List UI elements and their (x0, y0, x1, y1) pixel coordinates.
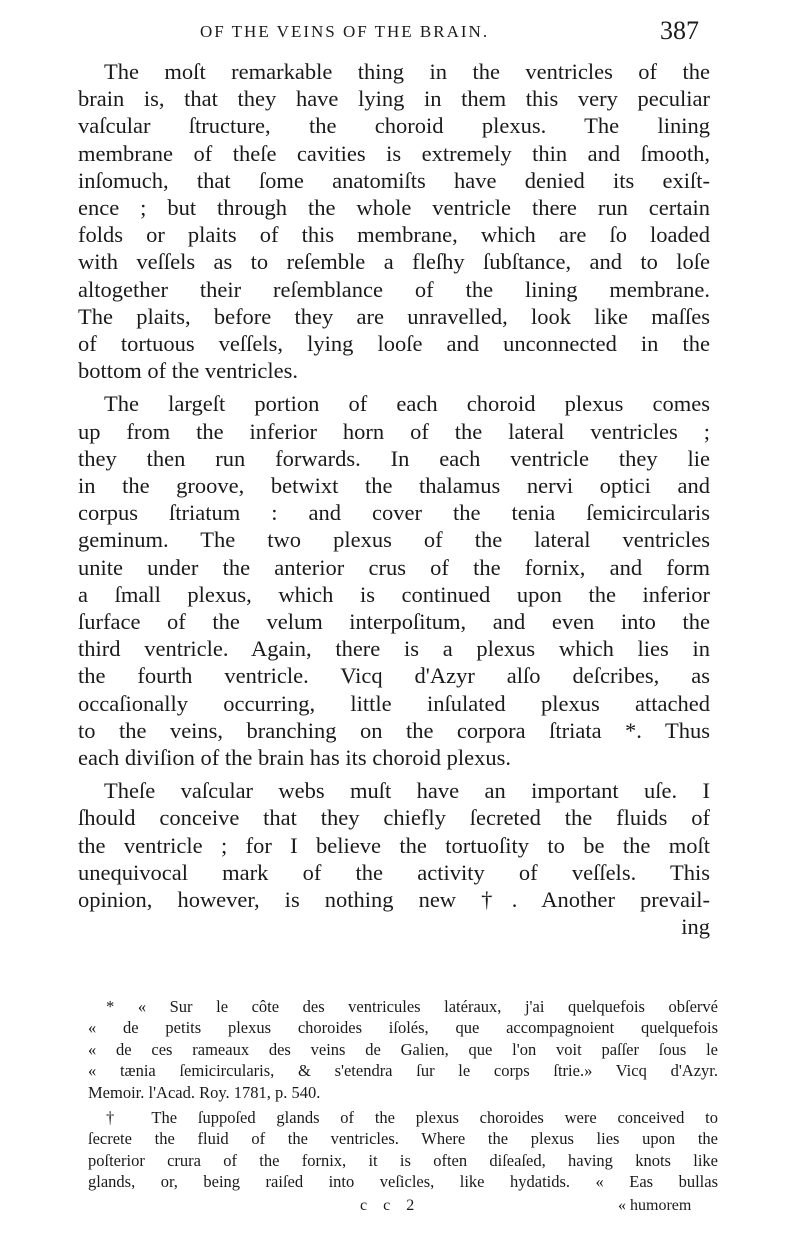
footnotes (88, 996, 718, 1193)
text-line: up from the inferior horn of the lateral ventricles ; (78, 418, 710, 444)
text-line: third ventricle. Again, there is a plexus which lies in (78, 636, 710, 662)
text-line: The plaits, before they are unravelled, look like maſſes (78, 303, 710, 329)
paragraph-2 (78, 390, 710, 771)
footnote-line: * « Sur le côte des ventricules latéraux, j'ai quelquefois obſervé (106, 997, 718, 1016)
page-header (0, 14, 800, 54)
text-line: Theſe vaſcular webs muſt have an important uſe. I (104, 778, 710, 804)
text-line: brain is, that they have lying in them this very peculiar (78, 86, 710, 112)
running-head: OF THE VEINS OF THE BRAIN. (200, 22, 490, 41)
text-line: inſomuch, that ſome anatomiſts have denied its exiſt- (78, 167, 710, 193)
signature-mark: c c 2 (360, 1197, 421, 1214)
footnote-asterisk (88, 996, 718, 1103)
text-line: they then run forwards. In each ventricle they lie (78, 445, 710, 471)
catchword: ing (681, 914, 710, 940)
text-line: unequivocal mark of the activity of veſſels. This (78, 859, 710, 885)
text-line: each diviſion of the brain has its choroid plexus. (78, 745, 512, 771)
text-line: vaſcular ſtructure, the choroid plexus. The lining (78, 113, 710, 139)
footnote-line: Memoir. l'Acad. Roy. 1781, p. 540. (88, 1082, 321, 1102)
footnote-line: ſecrete the fluid of the ventricles. Where the plexus lies upon the (88, 1129, 718, 1149)
footnote-line: « de petits plexus choroides iſolés, que accompagnoient quelquefois (88, 1018, 718, 1038)
page-number: 387 (660, 16, 699, 45)
footnote-line: glands, or, being raiſed into veſicles, like hydatids. « Eas bullas (88, 1172, 718, 1192)
text-line: The moſt remarkable thing in the ventricles of the (104, 59, 710, 84)
footnote-line: « de ces rameaux des veins de Galien, que l'on voit paſſer ſous le (88, 1039, 718, 1059)
text-line: geminum. The two plexus of the lateral ventricles (78, 527, 710, 553)
text-line: of tortuous veſſels, lying looſe and unconnected in the (78, 331, 710, 357)
text-line: ſhould conceive that they chiefly ſecreted the fluids of (78, 805, 710, 831)
text-line: the ventricle ; for I believe the tortuoſity to be the moſt (78, 832, 710, 858)
text-line: opinion, however, is nothing new †. Another prevail- (78, 887, 710, 913)
text-line: altogether their reſemblance of the lining membrane. (78, 276, 710, 302)
text-line: the fourth ventricle. Vicq d'Azyr alſo deſcribes, as (78, 663, 710, 689)
footnote-line: « tænia ſemicircularis, & s'etendra ſur le corps ſtrie.» Vicq d'Azyr. (88, 1061, 718, 1081)
paragraph-1 (78, 58, 710, 384)
footnote-line: poſterior crura of the fornix, it is often diſeaſed, having knots like (88, 1150, 718, 1170)
text-line: occaſionally occurring, little inſulated plexus attached (78, 690, 710, 716)
text-line: unite under the anterior crus of the fornix, and form (78, 554, 710, 580)
paragraph-3 (78, 777, 710, 940)
text-line: corpus ſtriatum : and cover the tenia ſemicircularis (78, 500, 710, 526)
main-text (78, 58, 710, 947)
text-line: with veſſels as to reſemble a fleſhy ſubſtance, and to loſe (78, 249, 710, 275)
text-line: to the veins, branching on the corpora ſtriata *. Thus (78, 717, 710, 743)
text-line: ence ; but through the whole ventricle there run certain (78, 195, 710, 221)
footnote-catchword: « humorem (618, 1197, 692, 1214)
text-line: membrane of theſe cavities is extremely thin and ſmooth, (78, 140, 710, 166)
footnote-line: † The ſuppoſed glands of the plexus choroides were conceived to (106, 1108, 718, 1128)
text-line: a ſmall plexus, which is continued upon the inferior (78, 581, 710, 607)
text-line: in the groove, betwixt the thalamus nervi optici and (78, 473, 710, 499)
text-line: folds or plaits of this membrane, which are ſo loaded (78, 222, 710, 248)
text-line: bottom of the ventricles. (78, 358, 298, 384)
footnote-dagger (88, 1107, 718, 1193)
text-line: The largeſt portion of each choroid plexus comes (104, 391, 710, 417)
text-line: ſurface of the velum interpoſitum, and even into the (78, 609, 710, 635)
